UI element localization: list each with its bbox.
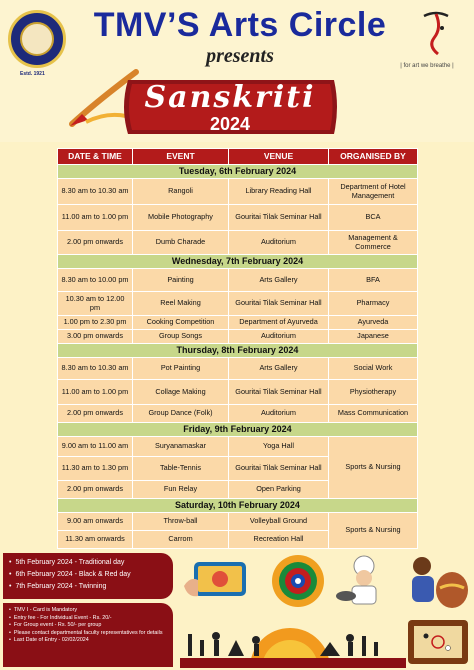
event-schedule-table [57, 148, 418, 549]
event-cell: Reel Making [133, 292, 229, 316]
event-cell: Table-Tennis [133, 457, 229, 481]
time-cell: 11.00 am to 1.00 pm [58, 205, 133, 231]
column-header: VENUE [229, 149, 329, 165]
day-label: Wednesday, 7th February 2024 [58, 255, 418, 269]
venue-cell: Arts Gallery [229, 269, 329, 292]
time-cell: 10.30 am to 12.00 pm [58, 292, 133, 316]
carrom-board-icon [404, 612, 472, 668]
venue-cell: Open Parking [229, 481, 329, 499]
time-cell: 2.00 pm onwards [58, 481, 133, 499]
organiser-cell: Mass Communication [329, 405, 418, 423]
pot-painting-icon [396, 548, 472, 612]
day-label: Tuesday, 6th February 2024 [58, 165, 418, 179]
day-label: Thursday, 8th February 2024 [58, 344, 418, 358]
venue-cell: Library Reading Hall [229, 179, 329, 205]
event-cell: Pot Painting [133, 358, 229, 380]
event-cell: Mobile Photography [133, 205, 229, 231]
venue-cell: Gouritai Tilak Seminar Hall [229, 292, 329, 316]
rangoli-icon [266, 552, 330, 610]
venue-cell: Arts Gallery [229, 358, 329, 380]
organiser-cell: Ayurveda [329, 316, 418, 330]
organiser-cell: BFA [329, 269, 418, 292]
institute-seal-logo [8, 10, 66, 68]
time-cell: 11.30 am onwards [58, 531, 133, 549]
organiser-cell: Sports & Nursing [329, 437, 418, 499]
day-row [58, 499, 418, 513]
table-row [58, 179, 418, 205]
time-cell: 8.30 am to 10.30 am [58, 179, 133, 205]
organiser-cell: Pharmacy [329, 292, 418, 316]
arts-circle-logo-icon [416, 8, 456, 58]
column-header: EVENT [133, 149, 229, 165]
event-cell: Throw-ball [133, 513, 229, 531]
venue-cell: Auditorium [229, 231, 329, 255]
organiser-cell: Japanese [329, 330, 418, 344]
time-cell: 1.00 pm to 2.30 pm [58, 316, 133, 330]
time-cell: 9.00 am to 11.00 am [58, 437, 133, 457]
note-item: • TMV I - Card is Mandatory [9, 607, 167, 615]
note-item: • For Group event - Rs. 50/- per group [9, 622, 167, 630]
notes-panel [3, 603, 173, 667]
venue-cell: Auditorium [229, 405, 329, 423]
table-row [58, 437, 418, 457]
poster-title: TMV’S Arts Circle [93, 6, 387, 44]
table-row [58, 205, 418, 231]
column-header: DATE & TIME [58, 149, 133, 165]
organiser-cell: Sports & Nursing [329, 513, 418, 549]
table-header-row [58, 149, 418, 165]
column-header: ORGANISED BY [329, 149, 418, 165]
time-cell: 9.00 am onwards [58, 513, 133, 531]
venue-cell: Gouritai Tilak Seminar Hall [229, 457, 329, 481]
time-cell: 8.30 am to 10.00 pm [58, 269, 133, 292]
event-cell: Suryanamaskar [133, 437, 229, 457]
day-label: Saturday, 10th February 2024 [58, 499, 418, 513]
venue-cell: Gouritai Tilak Seminar Hall [229, 380, 329, 405]
organiser-cell: Management & Commerce [329, 231, 418, 255]
organiser-cell: Department of Hotel Management [329, 179, 418, 205]
day-row [58, 255, 418, 269]
table-row [58, 316, 418, 330]
event-cell: Group Dance (Folk) [133, 405, 229, 423]
event-cell: Painting [133, 269, 229, 292]
dress-day-item: • 7th February 2024 - Twinning [9, 581, 167, 593]
event-cell: Collage Making [133, 380, 229, 405]
time-cell: 11.30 am to 1.30 pm [58, 457, 133, 481]
note-item: • Entry fee - For Individual Event - Rs. 20/- [9, 615, 167, 623]
festival-name: Sanskriti [144, 80, 316, 115]
dress-days-panel [3, 553, 173, 599]
day-row [58, 165, 418, 179]
organiser-cell: BCA [329, 205, 418, 231]
presents-text: presents [206, 45, 274, 67]
note-item: • Last Date of Entry - 02/02/2024 [9, 637, 167, 645]
table-row [58, 231, 418, 255]
poster-header [0, 0, 474, 142]
day-row [58, 344, 418, 358]
venue-cell: Gouritai Tilak Seminar Hall [229, 205, 329, 231]
chef-cooking-icon [334, 552, 394, 608]
venue-cell: Yoga Hall [229, 437, 329, 457]
event-cell: Fun Relay [133, 481, 229, 499]
venue-cell: Auditorium [229, 330, 329, 344]
time-cell: 8.30 am to 10.30 am [58, 358, 133, 380]
table-row [58, 380, 418, 405]
event-cell: Carrom [133, 531, 229, 549]
time-cell: 11.00 am to 1.00 pm [58, 380, 133, 405]
dress-day-item: • 6th February 2024 - Black & Red day [9, 569, 167, 581]
event-cell: Cooking Competition [133, 316, 229, 330]
organiser-cell: Social Work [329, 358, 418, 380]
time-cell: 2.00 pm onwards [58, 231, 133, 255]
table-row [58, 330, 418, 344]
festival-year: 2024 [209, 114, 251, 134]
event-cell: Group Songs [133, 330, 229, 344]
tagline: | for art we breathe | [400, 63, 454, 69]
yoga-sunrise-illustration [180, 606, 406, 668]
day-row [58, 423, 418, 437]
event-cell: Rangoli [133, 179, 229, 205]
note-item: • Please contact departmental faculty representatives for details [9, 630, 167, 638]
venue-cell: Department of Ayurveda [229, 316, 329, 330]
table-row [58, 269, 418, 292]
estd-text: Estd. 1921 [20, 71, 45, 77]
table-row [58, 292, 418, 316]
event-cell: Dumb Charade [133, 231, 229, 255]
time-cell: 3.00 pm onwards [58, 330, 133, 344]
time-cell: 2.00 pm onwards [58, 405, 133, 423]
venue-cell: Recreation Hall [229, 531, 329, 549]
table-row [58, 513, 418, 531]
organiser-cell: Physiotherapy [329, 380, 418, 405]
mobile-photography-icon [180, 556, 260, 602]
table-row [58, 358, 418, 380]
dress-day-item: • 5th February 2024 - Traditional day [9, 557, 167, 569]
table-row [58, 405, 418, 423]
venue-cell: Volleyball Ground [229, 513, 329, 531]
day-label: Friday, 9th February 2024 [58, 423, 418, 437]
